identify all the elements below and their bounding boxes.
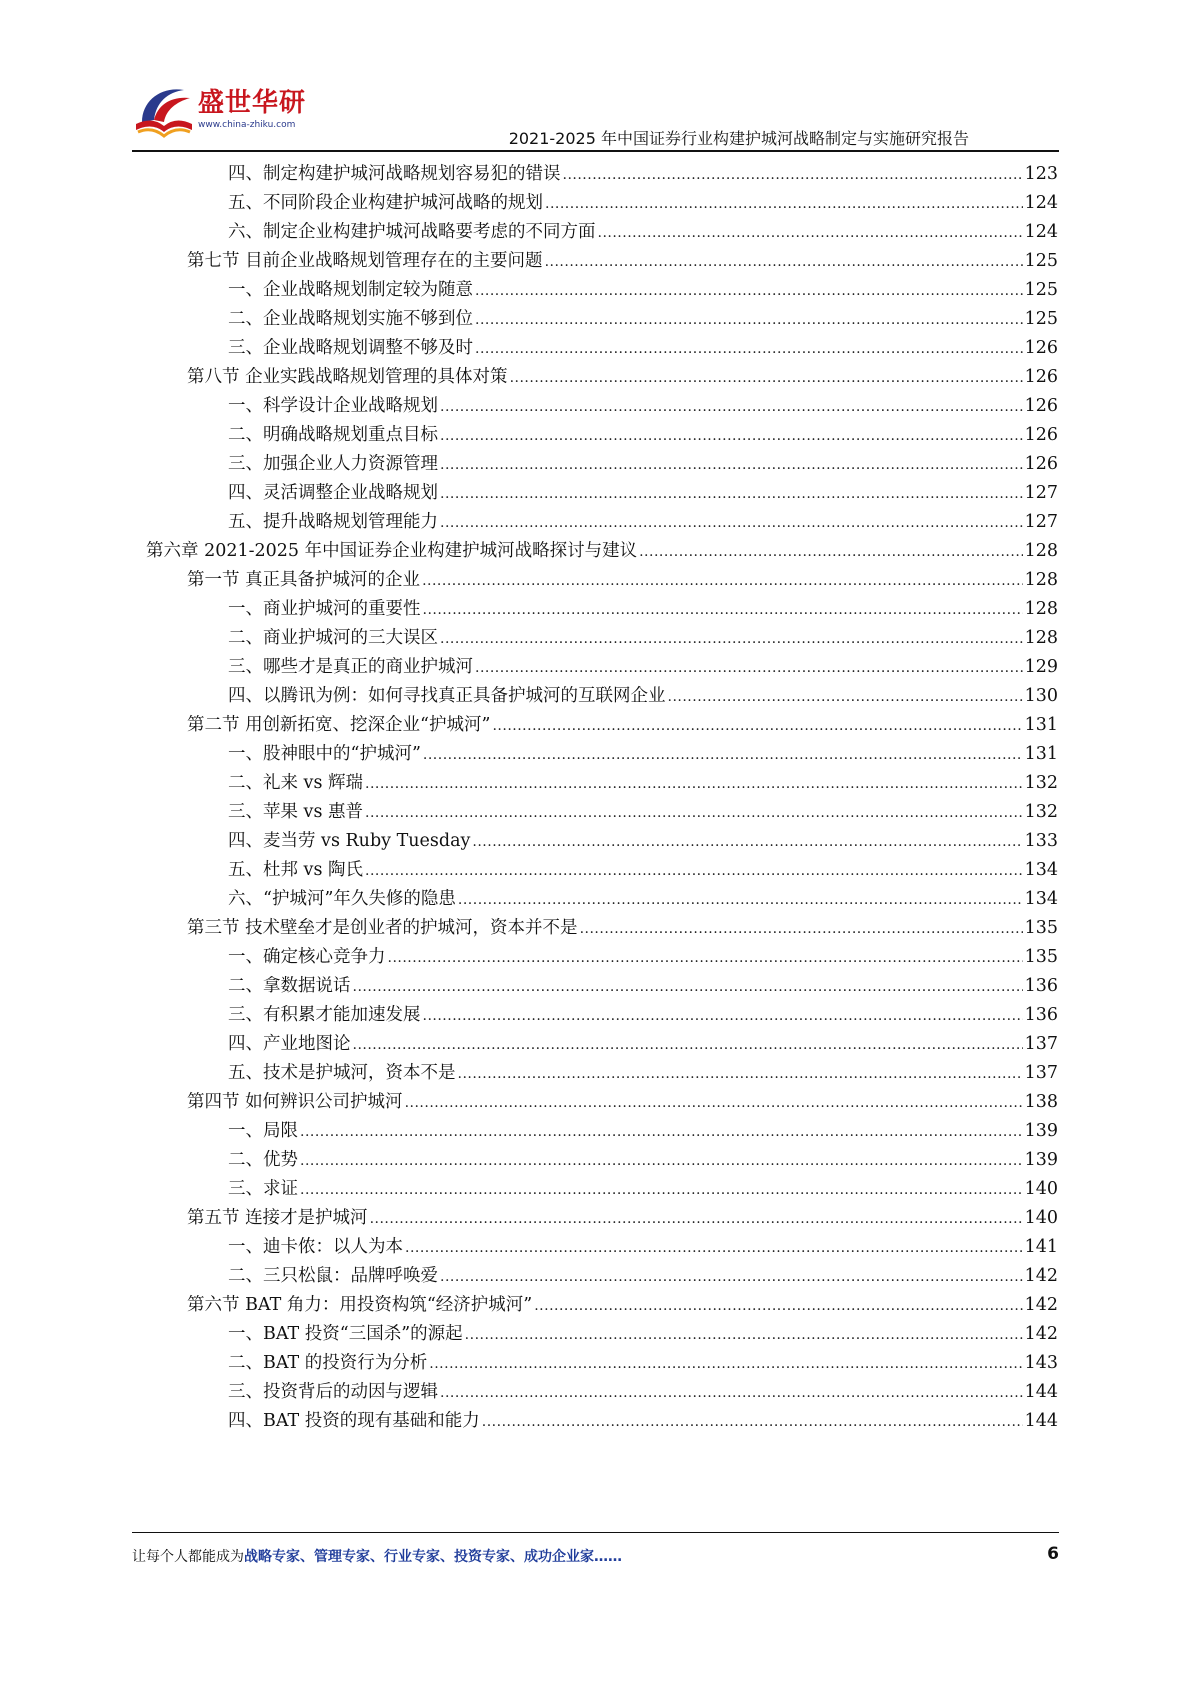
toc-entry-page: 126 bbox=[1024, 338, 1058, 358]
toc-entry-label: 三、求证 bbox=[228, 1179, 298, 1199]
toc-entry-section[interactable] bbox=[187, 1204, 1058, 1233]
toc-entry-page: 123 bbox=[1024, 164, 1058, 184]
toc-entry-label: 第二节 用创新拓宽、挖深企业“护城河” bbox=[187, 715, 491, 735]
toc-entry-item[interactable] bbox=[228, 856, 1058, 885]
toc-entry-page: 128 bbox=[1024, 628, 1058, 648]
toc-entry-label: 第八节 企业实践战略规划管理的具体对策 bbox=[187, 367, 508, 387]
toc-entry-page: 136 bbox=[1024, 976, 1058, 996]
toc-entry-page: 140 bbox=[1024, 1208, 1058, 1228]
page-footer bbox=[132, 1546, 1059, 1570]
toc-entry-section[interactable] bbox=[187, 363, 1058, 392]
toc-entry-page: 133 bbox=[1024, 831, 1058, 851]
toc-entry-page: 137 bbox=[1024, 1063, 1058, 1083]
toc-entry-item[interactable] bbox=[228, 160, 1058, 189]
page-number: 6 bbox=[1047, 1544, 1059, 1564]
toc-entry-item[interactable] bbox=[228, 1117, 1058, 1146]
toc-entry-label: 二、优势 bbox=[228, 1150, 298, 1170]
toc-dot-leader bbox=[423, 740, 1023, 770]
toc-entry-label: 五、杜邦 vs 陶氏 bbox=[228, 860, 363, 880]
toc-entry-page: 127 bbox=[1024, 512, 1058, 532]
toc-entry-page: 126 bbox=[1024, 367, 1058, 387]
toc-entry-item[interactable] bbox=[228, 1407, 1058, 1436]
toc-entry-page: 125 bbox=[1024, 251, 1058, 271]
toc-entry-page: 135 bbox=[1024, 918, 1058, 938]
logo-book-icon bbox=[132, 80, 196, 144]
toc-entry-label: 二、礼来 vs 辉瑞 bbox=[228, 773, 363, 793]
toc-entry-item[interactable] bbox=[228, 1262, 1058, 1291]
toc-entry-section[interactable] bbox=[187, 914, 1058, 943]
toc-entry-label: 第一节 真正具备护城河的企业 bbox=[187, 570, 421, 590]
toc-entry-page: 129 bbox=[1024, 657, 1058, 677]
footer-slogan-accent: 战略专家、管理专家、行业专家、投资专家、成功企业家…… bbox=[244, 1549, 622, 1565]
toc-dot-leader bbox=[440, 624, 1023, 654]
logo-url: www.china-zhiku.com bbox=[198, 120, 296, 130]
toc-dot-leader bbox=[300, 1117, 1023, 1147]
toc-dot-leader bbox=[475, 305, 1023, 335]
toc-dot-leader bbox=[482, 1407, 1023, 1437]
toc-entry-item[interactable] bbox=[228, 392, 1058, 421]
toc-entry-label: 一、确定核心竞争力 bbox=[228, 947, 386, 967]
toc-dot-leader bbox=[429, 1349, 1022, 1379]
toc-entry-label: 四、产业地图论 bbox=[228, 1034, 351, 1054]
toc-dot-leader bbox=[458, 1059, 1023, 1089]
toc-dot-leader bbox=[440, 1262, 1023, 1292]
toc-entry-section[interactable] bbox=[187, 1088, 1058, 1117]
toc-entry-page: 139 bbox=[1024, 1121, 1058, 1141]
toc-dot-leader bbox=[668, 682, 1023, 712]
toc-entry-page: 125 bbox=[1024, 280, 1058, 300]
toc-dot-leader bbox=[405, 1088, 1023, 1118]
toc-entry-page: 141 bbox=[1024, 1237, 1058, 1257]
toc-entry-item[interactable] bbox=[228, 1001, 1058, 1030]
toc-entry-label: 四、以腾讯为例：如何寻找真正具备护城河的互联网企业 bbox=[228, 686, 666, 706]
toc-entry-label: 四、制定构建护城河战略规划容易犯的错误 bbox=[228, 164, 561, 184]
toc-entry-section[interactable] bbox=[187, 711, 1058, 740]
toc-entry-item[interactable] bbox=[228, 682, 1058, 711]
toc-entry-page: 128 bbox=[1024, 570, 1058, 590]
toc-entry-page: 139 bbox=[1024, 1150, 1058, 1170]
toc-entry-item[interactable] bbox=[228, 769, 1058, 798]
toc-entry-item[interactable] bbox=[228, 276, 1058, 305]
toc-entry-page: 124 bbox=[1024, 193, 1058, 213]
toc-entry-item[interactable] bbox=[228, 1320, 1058, 1349]
toc-entry-page: 140 bbox=[1024, 1179, 1058, 1199]
toc-entry-item[interactable] bbox=[228, 798, 1058, 827]
toc-dot-leader bbox=[423, 1001, 1023, 1031]
toc-entry-item[interactable] bbox=[228, 1349, 1058, 1378]
toc-entry-label: 第五节 连接才是护城河 bbox=[187, 1208, 368, 1228]
toc-entry-page: 144 bbox=[1024, 1382, 1058, 1402]
toc-entry-page: 130 bbox=[1024, 686, 1058, 706]
toc-dot-leader bbox=[300, 1146, 1023, 1176]
toc-entry-label: 三、投资背后的动因与逻辑 bbox=[228, 1382, 438, 1402]
toc-dot-leader bbox=[580, 914, 1023, 944]
toc-dot-leader bbox=[370, 1204, 1023, 1234]
toc-dot-leader bbox=[545, 247, 1023, 277]
toc-dot-leader bbox=[639, 537, 1022, 567]
toc-dot-leader bbox=[440, 392, 1023, 422]
toc-entry-label: 第四节 如何辨识公司护城河 bbox=[187, 1092, 403, 1112]
toc-dot-leader bbox=[365, 769, 1023, 799]
toc-entry-item[interactable] bbox=[228, 885, 1058, 914]
toc-dot-leader bbox=[475, 276, 1023, 306]
toc-dot-leader bbox=[510, 363, 1023, 393]
toc-entry-page: 132 bbox=[1024, 802, 1058, 822]
toc-entry-page: 144 bbox=[1024, 1411, 1058, 1431]
toc-entry-item[interactable] bbox=[228, 189, 1058, 218]
toc-entry-label: 一、股神眼中的“护城河” bbox=[228, 744, 421, 764]
toc-entry-label: 一、迪卡侬：以人为本 bbox=[228, 1237, 403, 1257]
toc-entry-label: 五、不同阶段企业构建护城河战略的规划 bbox=[228, 193, 543, 213]
toc-entry-page: 126 bbox=[1024, 425, 1058, 445]
toc-entry-page: 126 bbox=[1024, 454, 1058, 474]
toc-dot-leader bbox=[440, 1378, 1023, 1408]
toc-entry-item[interactable] bbox=[228, 595, 1058, 624]
header-divider bbox=[132, 150, 1059, 152]
toc-entry-label: 第三节 技术壁垒才是创业者的护城河，资本并不是 bbox=[187, 918, 578, 938]
toc-entry-section[interactable] bbox=[187, 566, 1058, 595]
toc-entry-label: 二、三只松鼠：品牌呼唤爱 bbox=[228, 1266, 438, 1286]
toc-dot-leader bbox=[440, 508, 1023, 538]
toc-dot-leader bbox=[475, 653, 1023, 683]
toc-entry-page: 142 bbox=[1024, 1295, 1058, 1315]
toc-entry-item[interactable] bbox=[228, 653, 1058, 682]
toc-entry-item[interactable] bbox=[228, 479, 1058, 508]
toc-entry-item[interactable] bbox=[228, 1233, 1058, 1262]
toc-entry-label: 二、企业战略规划实施不够到位 bbox=[228, 309, 473, 329]
toc-entry-item[interactable] bbox=[228, 1378, 1058, 1407]
toc-entry-label: 三、哪些才是真正的商业护城河 bbox=[228, 657, 473, 677]
toc-entry-label: 二、拿数据说话 bbox=[228, 976, 351, 996]
toc-entry-page: 127 bbox=[1024, 483, 1058, 503]
toc-entry-page: 124 bbox=[1024, 222, 1058, 242]
footer-slogan-lead: 让每个人都能成为 bbox=[132, 1549, 244, 1565]
toc-entry-label: 三、加强企业人力资源管理 bbox=[228, 454, 438, 474]
toc-entry-item[interactable] bbox=[228, 508, 1058, 537]
toc-dot-leader bbox=[563, 160, 1023, 190]
toc-dot-leader bbox=[492, 711, 1022, 741]
toc-dot-leader bbox=[440, 421, 1023, 451]
toc-entry-section[interactable] bbox=[187, 247, 1058, 276]
toc-entry-item[interactable] bbox=[228, 972, 1058, 1001]
toc-entry-label: 一、企业战略规划制定较为随意 bbox=[228, 280, 473, 300]
toc-dot-leader bbox=[534, 1291, 1022, 1321]
toc-dot-leader bbox=[545, 189, 1023, 219]
toc-dot-leader bbox=[465, 1320, 1023, 1350]
toc-entry-label: 第七节 目前企业战略规划管理存在的主要问题 bbox=[187, 251, 543, 271]
toc-dot-leader bbox=[353, 1030, 1023, 1060]
toc-entry-label: 二、商业护城河的三大误区 bbox=[228, 628, 438, 648]
toc-entry-label: 一、商业护城河的重要性 bbox=[228, 599, 421, 619]
toc-entry-label: 一、科学设计企业战略规划 bbox=[228, 396, 438, 416]
toc-entry-label: 四、灵活调整企业战略规划 bbox=[228, 483, 438, 503]
toc-dot-leader bbox=[388, 943, 1023, 973]
toc-entry-page: 134 bbox=[1024, 889, 1058, 909]
toc-entry-item[interactable] bbox=[228, 1175, 1058, 1204]
toc-entry-page: 142 bbox=[1024, 1266, 1058, 1286]
toc-entry-page: 134 bbox=[1024, 860, 1058, 880]
toc-entry-label: 五、技术是护城河，资本不是 bbox=[228, 1063, 456, 1083]
toc-entry-item[interactable] bbox=[228, 827, 1058, 856]
toc-entry-label: 六、“护城河”年久失修的隐患 bbox=[228, 889, 456, 909]
toc-dot-leader bbox=[365, 798, 1023, 828]
toc-dot-leader bbox=[405, 1233, 1023, 1263]
toc-entry-item[interactable] bbox=[228, 740, 1058, 769]
toc-entry-label: 三、苹果 vs 惠普 bbox=[228, 802, 363, 822]
toc-entry-item[interactable] bbox=[228, 624, 1058, 653]
toc-entry-label: 三、有积累才能加速发展 bbox=[228, 1005, 421, 1025]
footer-divider bbox=[132, 1532, 1059, 1533]
toc-entry-item[interactable] bbox=[228, 1146, 1058, 1175]
toc-dot-leader bbox=[353, 972, 1023, 1002]
toc-entry-page: 132 bbox=[1024, 773, 1058, 793]
footer-slogan bbox=[132, 1546, 622, 1566]
toc-entry-page: 137 bbox=[1024, 1034, 1058, 1054]
toc-entry-label: 三、企业战略规划调整不够及时 bbox=[228, 338, 473, 358]
toc-dot-leader bbox=[598, 218, 1023, 248]
toc-entry-label: 二、明确战略规划重点目标 bbox=[228, 425, 438, 445]
toc-dot-leader bbox=[300, 1175, 1023, 1205]
toc-entry-label: 六、制定企业构建护城河战略要考虑的不同方面 bbox=[228, 222, 596, 242]
company-logo bbox=[132, 80, 332, 150]
toc-entry-page: 125 bbox=[1024, 309, 1058, 329]
toc-entry-label: 四、麦当劳 vs Ruby Tuesday bbox=[228, 831, 471, 851]
toc-entry-label: 一、局限 bbox=[228, 1121, 298, 1141]
toc-entry-item[interactable] bbox=[228, 421, 1058, 450]
toc-entry-page: 135 bbox=[1024, 947, 1058, 967]
toc-entry-item[interactable] bbox=[228, 943, 1058, 972]
toc-entry-page: 128 bbox=[1024, 541, 1058, 561]
toc-entry-page: 126 bbox=[1024, 396, 1058, 416]
toc-dot-leader bbox=[475, 334, 1023, 364]
toc-entry-label: 二、BAT 的投资行为分析 bbox=[228, 1353, 428, 1373]
toc-entry-item[interactable] bbox=[228, 1059, 1058, 1088]
page-header bbox=[0, 0, 1191, 160]
toc-entry-label: 第六章 2021-2025 年中国证券企业构建护城河战略探讨与建议 bbox=[146, 541, 638, 561]
toc-dot-leader bbox=[458, 885, 1023, 915]
toc-entry-label: 四、BAT 投资的现有基础和能力 bbox=[228, 1411, 480, 1431]
toc-dot-leader bbox=[422, 566, 1023, 596]
toc-dot-leader bbox=[472, 827, 1022, 857]
toc-entry-item[interactable] bbox=[228, 305, 1058, 334]
toc-entry-section[interactable] bbox=[187, 1291, 1058, 1320]
toc-entry-item[interactable] bbox=[228, 334, 1058, 363]
toc-entry-item[interactable] bbox=[228, 450, 1058, 479]
toc-entry-page: 131 bbox=[1024, 744, 1058, 764]
document-title: 2021-2025 年中国证券行业构建护城河战略制定与实施研究报告 bbox=[508, 129, 969, 148]
logo-name: 盛世华研 bbox=[198, 88, 307, 118]
toc-entry-page: 142 bbox=[1024, 1324, 1058, 1344]
toc-entry-page: 128 bbox=[1024, 599, 1058, 619]
toc-entry-chapter[interactable] bbox=[146, 537, 1058, 566]
toc-entry-label: 第六节 BAT 角力：用投资构筑“经济护城河” bbox=[187, 1295, 533, 1315]
toc-entry-page: 138 bbox=[1024, 1092, 1058, 1112]
toc-entry-label: 一、BAT 投资“三国杀”的源起 bbox=[228, 1324, 463, 1344]
toc-entry-item[interactable] bbox=[228, 1030, 1058, 1059]
toc-dot-leader bbox=[365, 856, 1023, 886]
toc-entry-page: 143 bbox=[1024, 1353, 1058, 1373]
toc-dot-leader bbox=[440, 450, 1023, 480]
toc-dot-leader bbox=[423, 595, 1023, 625]
toc-entry-page: 131 bbox=[1024, 715, 1058, 735]
toc-entry-item[interactable] bbox=[228, 218, 1058, 247]
toc-entry-label: 五、提升战略规划管理能力 bbox=[228, 512, 438, 532]
toc-dot-leader bbox=[440, 479, 1023, 509]
toc-entry-page: 136 bbox=[1024, 1005, 1058, 1025]
